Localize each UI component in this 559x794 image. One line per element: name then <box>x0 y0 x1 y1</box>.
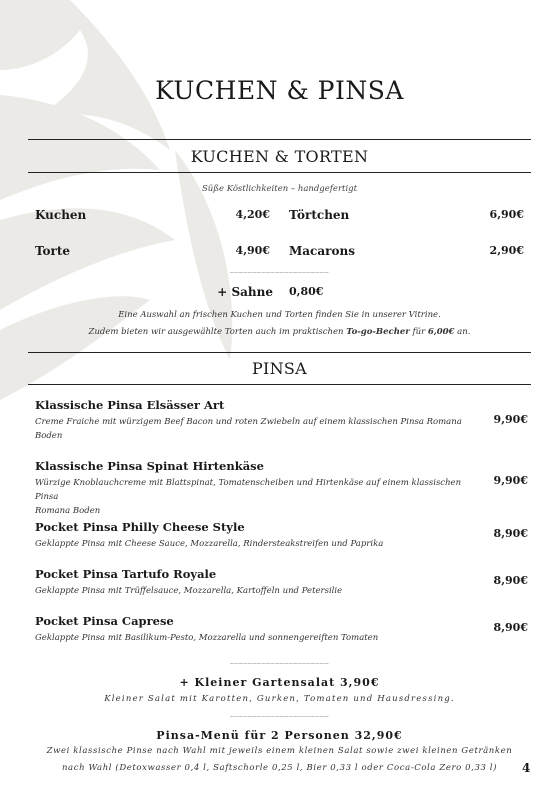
pinsa-item-name: Pocket Pinsa Tartufo Royale <box>35 567 217 581</box>
menu-item-name: Kuchen <box>35 208 87 222</box>
menu-item-price: 6,90€ <box>489 208 524 221</box>
pinsa-menu-title: Pinsa-Menü für 2 Personen 32,90€ <box>156 729 403 742</box>
dashed-separator: ______________________ <box>230 708 329 717</box>
menu-item-price: 4,90€ <box>235 244 270 257</box>
divider-kuchen <box>28 172 531 173</box>
section-heading-kuchen: KUCHEN & TORTEN <box>190 147 369 166</box>
pinsa-item-desc: Geklappte Pinsa mit Cheese Sauce, Mozzarella, Rindersteakstreifen und Paprika <box>35 539 384 549</box>
pinsa-item-price: 8,90€ <box>493 527 528 540</box>
to-go-becher-price: 6,00€ <box>427 327 455 337</box>
pinsa-item-price: 8,90€ <box>493 621 528 634</box>
pinsa-item-name: Klassische Pinsa Spinat Hirtenkäse <box>35 459 264 473</box>
pinsa-item-name: Klassische Pinsa Elsässer Art <box>35 398 225 412</box>
divider-top <box>28 139 531 140</box>
menu-item-price: 2,90€ <box>489 244 524 257</box>
salad-addon-title: + Kleiner Gartensalat 3,90€ <box>179 676 380 689</box>
to-go-becher-label: To-go-Becher <box>346 327 410 337</box>
kuchen-note-line2: Zudem bieten wir ausgewählte Torten auch im praktischen To-go-Becher für 6,00€ an. <box>88 327 471 337</box>
kuchen-note-line1: Eine Auswahl an frischen Kuchen und Torten finden Sie in unserer Vitrine. <box>118 310 441 320</box>
pinsa-item-price: 9,90€ <box>493 474 528 487</box>
menu-item-name: Macarons <box>289 244 355 258</box>
pinsa-item-name: Pocket Pinsa Philly Cheese Style <box>35 520 245 534</box>
dashed-separator: ______________________ <box>230 655 329 664</box>
pinsa-item-desc: Würzige Knoblauchcreme mit Blattspinat, Tomatenscheiben und Hirtenkäse auf einem klassischen Pinsa Romana Boden <box>35 478 462 516</box>
dashed-separator: ______________________ <box>230 264 329 273</box>
extra-sahne-label: + Sahne <box>217 285 273 299</box>
page-number: 4 <box>522 761 531 775</box>
pinsa-item-desc: Geklappte Pinsa mit Basilikum-Pesto, Mozzarella und sonnengereiften Tomaten <box>35 633 379 643</box>
menu-item-price: 4,20€ <box>235 208 270 221</box>
menu-item-name: Törtchen <box>289 208 350 222</box>
pinsa-item-desc: Geklappte Pinsa mit Trüffelsauce, Mozzarella, Kartoffeln und Petersilie <box>35 586 343 596</box>
menu-item-name: Torte <box>35 244 71 258</box>
divider-pinsa-bottom <box>28 384 531 385</box>
divider-pinsa <box>28 352 531 353</box>
pinsa-item-name: Pocket Pinsa Caprese <box>35 614 174 628</box>
extra-sahne-price: 0,80€ <box>289 285 324 298</box>
pinsa-item-desc: Creme Fraiche mit würzigem Beef Bacon und roten Zwiebeln auf einem klassischen Pinsa Romana Boden <box>35 417 462 441</box>
pinsa-menu-desc-line2: nach Wahl (Detoxwasser 0,4 l, Saftschorle 0,25 l, Bier 0,33 l oder Coca-Cola Zero 0,33 l) <box>61 763 498 773</box>
page-title: KUCHEN & PINSA <box>155 76 404 105</box>
salad-addon-desc: Kleiner Salat mit Karotten, Gurken, Tomaten und Hausdressing. <box>104 694 455 704</box>
pinsa-item-price: 8,90€ <box>493 574 528 587</box>
leaf-background-graphic <box>0 0 260 460</box>
pinsa-item-price: 9,90€ <box>493 413 528 426</box>
pinsa-menu-desc-line1: Zwei klassische Pinse nach Wahl mit jeweils einem kleinen Salat sowie zwei kleinen Getränken <box>46 746 513 756</box>
kuchen-tagline: Süße Köstlichkeiten – handgefertigt <box>201 184 358 194</box>
section-heading-pinsa: PINSA <box>251 359 308 378</box>
